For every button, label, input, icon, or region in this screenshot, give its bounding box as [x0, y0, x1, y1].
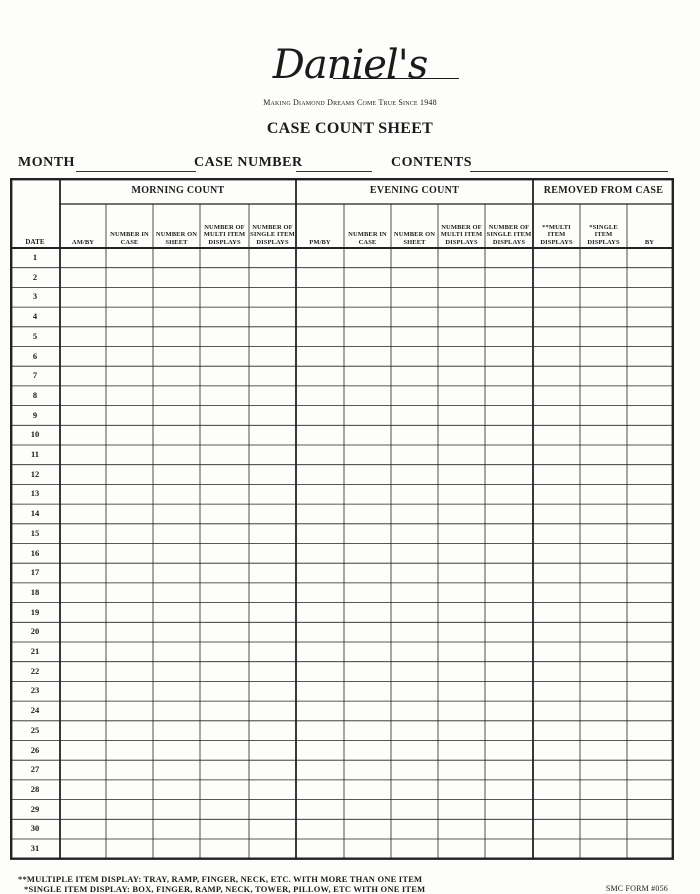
column-header-7	[345, 206, 390, 246]
column-header-5-text: NUMBER OF SINGLE ITEM DISPLAYS	[250, 223, 295, 246]
date-cell: 20	[30, 626, 40, 637]
table-border	[11, 179, 673, 859]
date-cell: 13	[30, 488, 40, 499]
date-cell: 24	[30, 705, 40, 716]
column-header-5	[250, 206, 295, 246]
date-cell: 15	[30, 527, 40, 538]
date-cell: 16	[30, 547, 40, 558]
column-header-2-text: NUMBER IN CASE	[110, 231, 149, 246]
group-header-3	[533, 178, 674, 204]
date-cell: 1	[32, 252, 38, 262]
case-number-field[interactable]	[296, 171, 372, 172]
date-cell: 29	[30, 803, 40, 814]
date-cell: 14	[30, 508, 40, 519]
logo-tagline: Making Diamond Dreams Come True Since 1948	[263, 98, 437, 107]
date-cell: 9	[32, 409, 38, 420]
group-header-3-text: REMOVED FROM CASE	[543, 185, 664, 197]
column-header-9-text: NUMBER OF MULTI ITEM DISPLAYS	[440, 223, 483, 246]
column-header-1-text: AM/BY	[71, 238, 95, 246]
date-cell: 31	[30, 843, 40, 853]
date-header-text: DATE	[25, 237, 45, 246]
footnote-single: *SINGLE ITEM DISPLAY: BOX, FINGER, RAMP, NECK, TOWER, PILLOW, ETC WITH ONE ITEM	[24, 884, 426, 894]
date-cell: 8	[32, 389, 38, 400]
date-cell: 6	[32, 350, 38, 361]
column-header-13	[628, 206, 671, 246]
date-cell: 5	[32, 330, 38, 341]
column-header-11	[534, 206, 579, 246]
date-cell: 3	[32, 291, 38, 302]
column-header-11-text: **MULTI ITEM DISPLAYS	[540, 223, 573, 246]
column-header-9	[439, 206, 484, 246]
column-header-6-text: PM/BY	[309, 238, 331, 246]
column-header-6	[297, 206, 343, 246]
date-cell: 4	[32, 311, 38, 322]
column-header-4	[201, 206, 248, 246]
column-header-2	[107, 206, 152, 246]
date-cell: 23	[30, 685, 40, 696]
footnote-multi: **MULTIPLE ITEM DISPLAY: TRAY, RAMP, FINGER, NECK, ETC. WITH MORE THAN ONE ITEM	[18, 874, 423, 884]
column-header-10-text: NUMBER OF SINGLE ITEM DISPLAYS	[486, 223, 532, 246]
date-cell: 10	[30, 429, 40, 440]
date-cell: 19	[30, 606, 40, 617]
date-cell: 22	[30, 665, 40, 676]
group-header-2	[296, 178, 533, 204]
column-header-7-text: NUMBER IN CASE	[348, 231, 387, 246]
column-header-8	[392, 206, 437, 246]
column-header-12-text: *SINGLE ITEM DISPLAYS	[587, 223, 620, 246]
column-header-8-text: NUMBER ON SHEET	[393, 231, 436, 246]
column-header-3-text: NUMBER ON SHEET	[155, 231, 198, 246]
logo-wordmark: Daniel's	[272, 42, 428, 88]
brand-logo	[0, 42, 700, 88]
form-number: SMC FORM #056	[605, 884, 668, 893]
column-header-3	[154, 206, 199, 246]
page-title: CASE COUNT SHEET	[266, 120, 434, 137]
header-fields	[18, 155, 678, 175]
column-header-10	[486, 206, 532, 246]
date-cell: 25	[30, 724, 40, 735]
date-cell: 11	[30, 449, 40, 459]
date-header	[10, 208, 60, 246]
date-cell: 2	[32, 271, 38, 282]
date-cell: 12	[30, 468, 40, 479]
date-cell: 27	[30, 764, 40, 775]
group-header-1	[60, 178, 296, 204]
date-cell: 7	[32, 370, 38, 381]
column-header-13-text: BY	[644, 238, 655, 246]
count-table	[10, 178, 674, 863]
column-header-1	[61, 206, 105, 246]
contents-field[interactable]	[470, 171, 668, 172]
case-number-label: CASE NUMBER	[194, 155, 303, 170]
group-header-2-text: EVENING COUNT	[369, 185, 460, 197]
column-header-4-text: NUMBER OF MULTI ITEM DISPLAYS	[203, 223, 246, 246]
date-cell: 30	[30, 823, 40, 834]
contents-label: CONTENTS	[391, 155, 473, 170]
month-field[interactable]	[76, 171, 196, 172]
group-header-1-text: MORNING COUNT	[131, 185, 225, 197]
month-label: MONTH	[18, 155, 75, 170]
date-cell: 28	[30, 783, 40, 794]
date-cell: 26	[30, 744, 40, 755]
date-cell: 17	[30, 567, 40, 578]
date-cell: 21	[30, 646, 40, 656]
column-header-12	[581, 206, 626, 246]
date-cell: 18	[30, 586, 40, 597]
table-grid-lines	[10, 178, 674, 863]
